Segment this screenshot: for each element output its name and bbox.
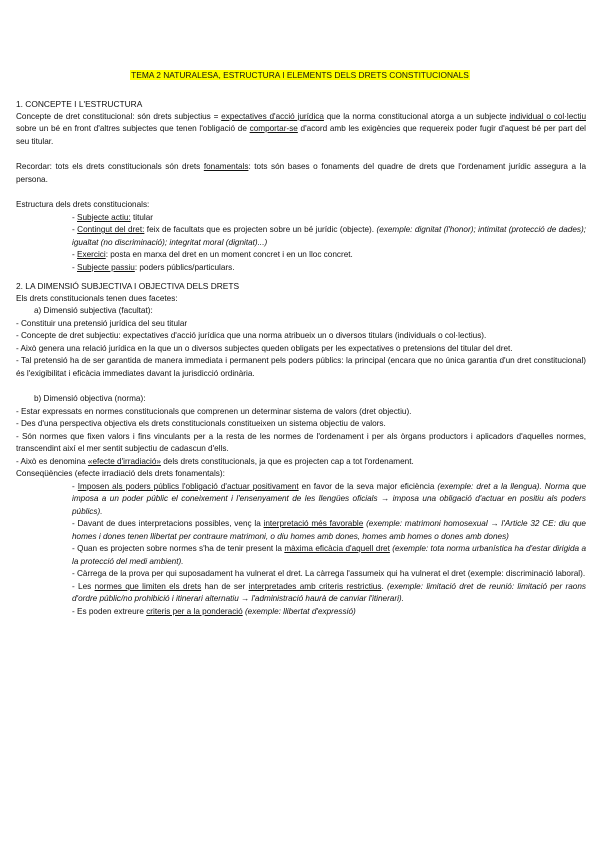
structure-item-active-subject: - Subjecte actiu: titular bbox=[72, 212, 154, 222]
section-2-heading: 2. LA DIMENSIÓ SUBJECTIVA I OBJECTIVA DELS DRETS bbox=[16, 281, 240, 291]
structure-heading: Estructura dels drets constitucionals: bbox=[16, 200, 150, 209]
document-title: TEMA 2 NATURALESA, ESTRUCTURA I ELEMENTS DELS DRETS CONSTITUCIONALS bbox=[131, 70, 469, 80]
objective-line: - Estar expressats en normes constitucionals que comprenen un determinar sistema de valors (dret objectiu). bbox=[16, 406, 412, 416]
structure-item-exercise: - Exercici: posta en marxa del dret en un moment concret i en un lloc concret. bbox=[72, 250, 353, 259]
structure-item-passive-subject: - Subjecte passiu: poders públics/particulars. bbox=[72, 262, 235, 272]
consequences-heading: Conseqüències (efecte irradiació dels drets fonamentals): bbox=[16, 469, 225, 478]
section-1-heading: 1. CONCEPTE I L'ESTRUCTURA bbox=[16, 99, 143, 109]
consequence-item: - Càrrega de la prova per qui suposadament ha vulnerat el dret. La càrrega l'assumeix qui ha vulnerat el dret (exemple: discriminació laboral). bbox=[72, 569, 586, 578]
subjective-dimension-heading: a) Dimensió subjectiva (facultat): bbox=[34, 306, 153, 315]
subjective-line: - Constituir una pretensió jurídica del seu titular bbox=[16, 318, 188, 328]
structure-item-content: - Contingut del dret: feix de facultats que es projecten sobre un bé jurídic (objecte). (exemple: dignitat (l'honor); intimitat (protecció de dades); igualtat (no discriminació); integritat moral (dignitat)...) bbox=[72, 225, 586, 247]
document-body bbox=[16, 98, 586, 618]
objective-line-irradiation: - Això es denomina «efecte d'irradiació» dels drets constitucionals, ja que es projecten cap a tot l'ordenament. bbox=[16, 456, 414, 466]
consequence-item: - Davant de dues interpretacions possibles, venç la interpretació més favorable (exemple: matrimoni homosexual → l'Article 32 CE: diu que homes i dones tenen llibertat per contraure matrimoni, o diu homes amb dones, homes amb homes o dones amb dones) bbox=[72, 519, 586, 541]
objective-line: - Són normes que fixen valors i fins vinculants per a la resta de les normes de l'ordenament i per als òrgans productors i aplicadors d'aquelles normes, transcendint així el mer sentit subjectiu de cadascun d'ells. bbox=[16, 431, 586, 453]
consequence-item: - Les normes que limiten els drets han de ser interpretades amb criteris restrictius. (exemple: limitació dret de reunió: limitació per raons d'ordre públic/no prohibició i itinerari alternatiu → l'administració haurà de canviar l'itinerari). bbox=[72, 581, 586, 603]
section-2-intro: Els drets constitucionals tenen dues facetes: bbox=[16, 293, 178, 303]
subjective-line: - Tal pretensió ha de ser garantida de manera immediata i permanent pels poders públics: la principal (encara que no única garantia d'un dret constitucional) és l'exigibilitat i eficàcia immediates davant la jurisdicció ordinària. bbox=[16, 356, 586, 378]
reminder-paragraph: Recordar: tots els drets constitucionals són drets fonamentals: tots són bases o fonaments del quadre de drets que l'ordenament jurídic assegura a la persona. bbox=[16, 162, 587, 184]
consequence-item: - Quan es projecten sobre normes s'ha de tenir present la màxima eficàcia d'aquell dret (exemple: tota norma urbanística ha d'estar dirigida a la protecció del medi ambient). bbox=[72, 544, 587, 566]
subjective-line: - Això genera una relació jurídica en la que un o diversos subjectes queden obligats per les expectatives o pretensions del titular del dret. bbox=[16, 343, 513, 353]
objective-line: - Des d'una perspectiva objectiva els drets constitucionals constitueixen un sistema objectiu de valors. bbox=[16, 419, 386, 428]
objective-dimension-heading: b) Dimensió objectiva (norma): bbox=[34, 394, 146, 403]
consequence-item: - Es poden extreure criteris per a la ponderació (exemple: llibertat d'expressió) bbox=[72, 606, 356, 616]
subjective-line: - Concepte de dret subjectiu: expectatives d'acció jurídica que una norma atribueix un o diversos titulars (individuals o col·lectius). bbox=[16, 331, 487, 340]
concept-paragraph: Concepte de dret constitucional: són drets subjectius = expectatives d'acció jurídica que la norma constitucional atorga a un subjecte individual o col·lectiu sobre un bé en front d'altres subjectes que tenen l'obligació de comportar-se d'acord amb les exigències que requereix poder fugir d'aquest bé per part del seu titular. bbox=[16, 111, 586, 146]
consequence-item: - Imposen als poders públics l'obligació d'actuar positivament en favor de la seva major eficiència (exemple: dret a la llengua). Norma que imposa a un poder públic el coneixement i l'ensenyament de les llengües oficials → imposa una obligació d'actuar en positiu als poders públics). bbox=[72, 481, 586, 516]
